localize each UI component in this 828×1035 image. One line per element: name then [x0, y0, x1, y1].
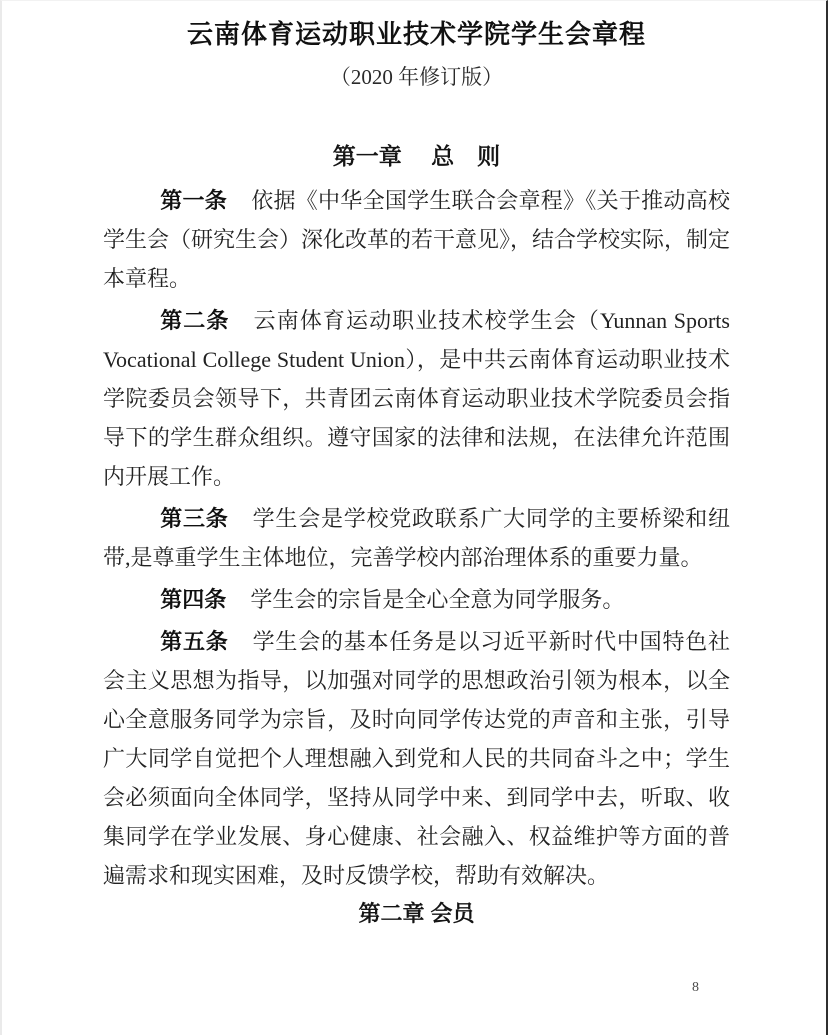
- article-2-text: 云南体育运动职业技术校学生会（Yunnan Sports Vocational College Student Union），是中共云南体育运动职业技术学院委员会领导下，共青团云南体育运动职业技术学院委员会指导下的学生群众组织。遵守国家的法律和法规，在法律允许范围内开展工作。: [103, 308, 730, 489]
- article-4-text: 学生会的宗旨是全心全意为同学服务。: [250, 587, 625, 612]
- article-5-text: 学生会的基本任务是以习近平新时代中国特色社会主义思想为指导，以加强对同学的思想政治引领为根本，以全心全意服务同学为宗旨，及时向同学传达党的声音和主张，引导广大同学自觉把个人理想融入到党和人民的共同奋斗之中；学生会必须面向全体同学，坚持从同学中来、到同学中去，听取、收集同学在学业发展、身心健康、社会融入、权益维护等方面的普遍需求和现实困难，及时反馈学校，帮助有效解决。: [103, 629, 730, 888]
- chapter-1-heading: 第一章 总 则: [332, 143, 501, 169]
- document-title: 云南体育运动职业技术学院学生会章程: [186, 19, 646, 49]
- document-page: [2, 1, 826, 929]
- document-subtitle: （2020 年修订版）: [329, 65, 504, 89]
- article-5: [103, 622, 730, 895]
- article-1: [103, 181, 730, 298]
- page-number: 8: [692, 980, 699, 995]
- article-2-label: 第二条: [160, 308, 230, 333]
- article-3: [103, 499, 730, 577]
- article-4-label: 第四条: [160, 587, 227, 612]
- article-5-label: 第五条: [160, 629, 229, 654]
- article-3-text: 学生会是学校党政联系广大同学的主要桥梁和纽带,是尊重学生主体地位，完善学校内部治理体系的重要力量。: [103, 506, 730, 570]
- article-1-label: 第一条: [160, 188, 228, 213]
- article-1-text: 依据《中华全国学生联合会章程》《关于推动高校学生会（研究生会）深化改革的若干意见》，结合学校实际，制定本章程。: [103, 188, 731, 291]
- article-3-label: 第三条: [160, 506, 229, 531]
- article-2: [103, 301, 730, 496]
- article-4: [103, 580, 730, 619]
- chapter-2-heading: 第二章 会员: [358, 901, 475, 926]
